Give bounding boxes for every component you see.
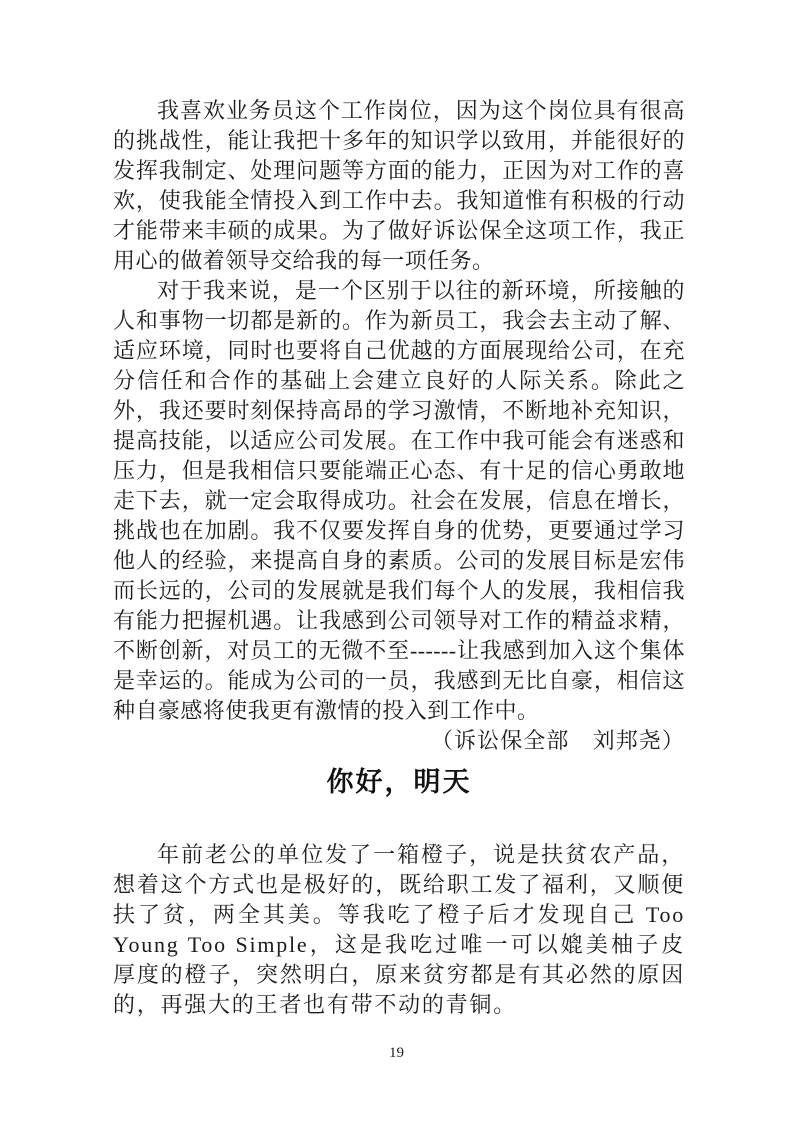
article2-title: 你好，明天 <box>326 767 472 797</box>
article1-attribution: （诉讼保全部 刘邦尧） <box>430 728 685 753</box>
article1-paragraph-2 <box>113 276 685 753</box>
page-content <box>113 96 685 1020</box>
page-number: 19 <box>389 1045 404 1061</box>
article2-paragraph-1 <box>113 840 685 1020</box>
article1-paragraph-2-text: 对于我来说，是一个区别于以往的新环境，所接触的人和事物一切都是新的。作为新员工，我会去主动了解、适应环境，同时也要将自己优越的方面展现给公司，在充分信任和合作的基础上会建立良好的人际关系。除此之外，我还要时刻保持高昂的学习激情，不断地补充知识，提高技能，以适应公司发展。在工作中我可能会有迷惑和压力，但是我相信只要能端正心态、有十足的信心勇敢地走下去，就一定会取得成功。社会在发展，信息在增长，挑战也在加剧。我不仅要发挥自身的优势，更要通过学习他人的经验，来提高自身的素质。公司的发展目标是宏伟而长远的，公司的发展就是我们每个人的发展，我相信我有能力把握机遇。让我感到公司领导对工作的精益求精，不断创新，对员工的无微不至------让我感到加入这个集体是幸运的。能成为公司的一员，我感到无比自豪，相信这种自豪感将使我更有激情的投入到工作中。 <box>113 278 685 723</box>
article2-paragraph-1-text: 年前老公的单位发了一箱橙子，说是扶贫农产品，想着这个方式也是极好的，既给职工发了福利，又顺便扶了贫，两全其美。等我吃了橙子后才发现自己 Too Young Too Simple，这是我吃过唯一可以媲美柚子皮厚度的橙子，突然明白，原来贫穷都是有其必然的原因的，再强大的王者也有带不动的青铜。 <box>113 842 685 1017</box>
article1-paragraph-1-text: 我喜欢业务员这个工作岗位，因为这个岗位具有很高的挑战性，能让我把十多年的知识学以致用，并能很好的发挥我制定、处理问题等方面的能力，正因为对工作的喜欢，使我能全情投入到工作中去。我知道惟有积极的行动才能带来丰硕的成果。为了做好诉讼保全这项工作，我正用心的做着领导交给我的每一项任务。 <box>113 98 685 273</box>
article1-paragraph-1 <box>113 96 685 276</box>
